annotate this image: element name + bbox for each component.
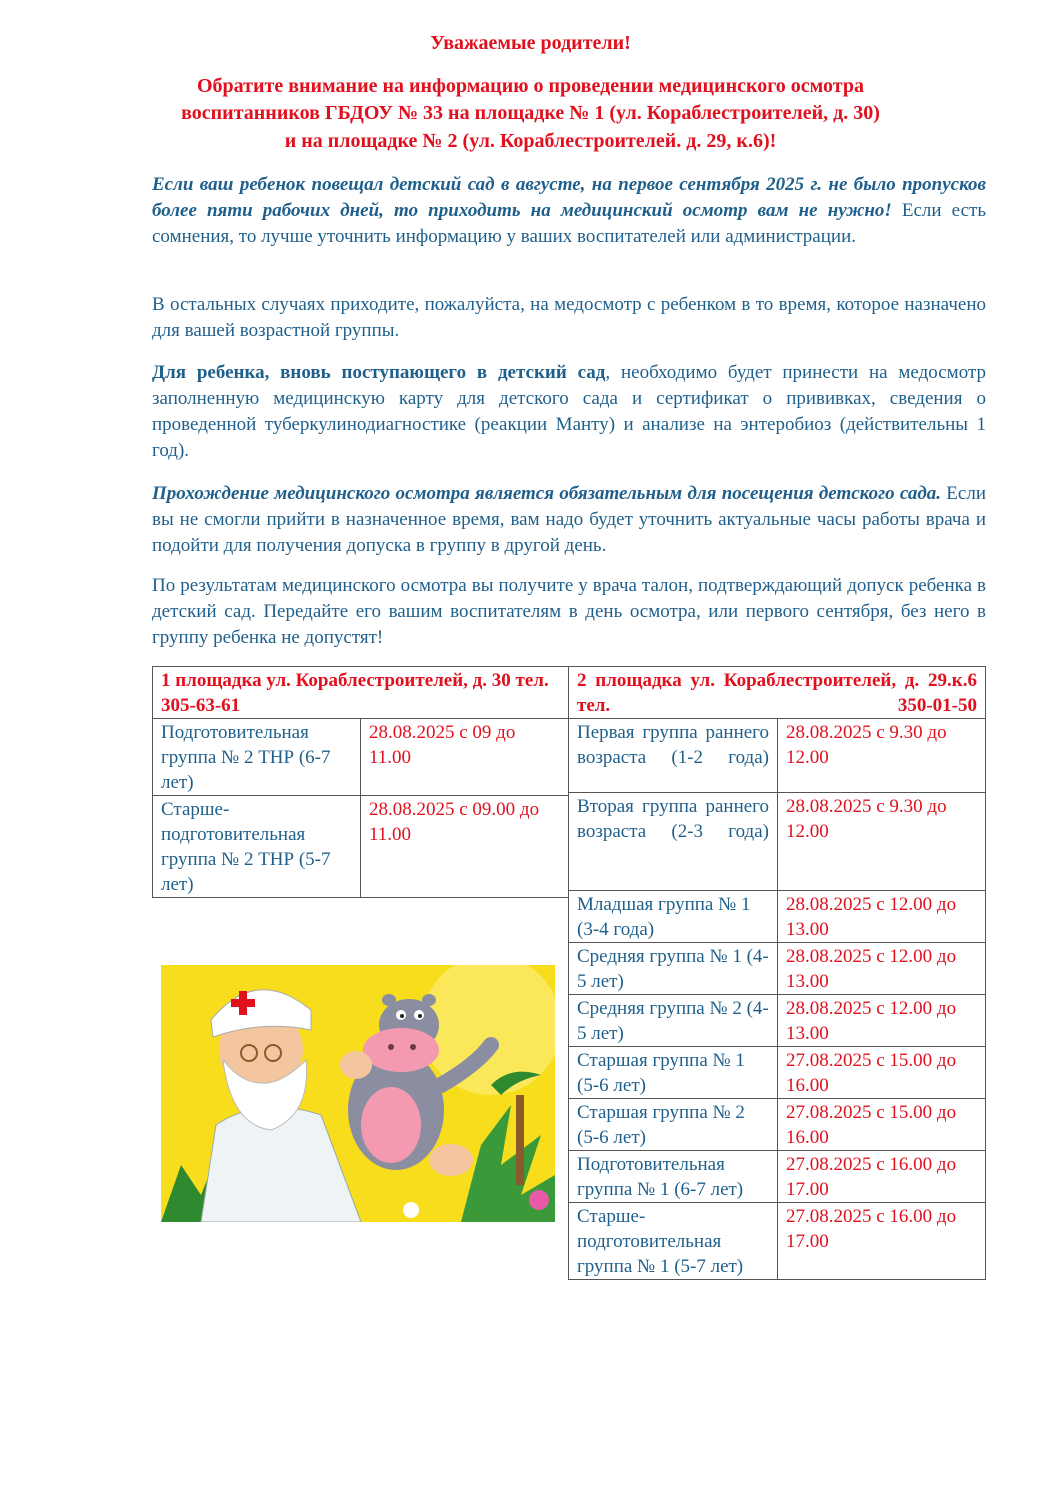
site-1-group-2: Старше-подготовительная группа № 2 ТНР (5-7 лет) [153,796,361,898]
heading-line-1: Обратите внимание на информацию о проведении медицинского осмотра [197,75,864,97]
paragraph-4-emphasis: Прохождение медицинского осмотра является обязательным для посещения детского сада. [152,483,942,504]
site-1-schedule-table [152,666,569,898]
paragraph-1-rest: Если есть сомнения, то лучше уточнить информацию у ваших воспитателей или администрации. [152,200,986,247]
paragraph-4 [152,481,986,559]
site-2-group-2: Вторая группа раннего возраста (2-3 года) [569,793,778,891]
paragraph-1-emphasis: Если ваш ребенок повещал детский сад в августе, на первое сентября 2025 г. не было пропусков более пяти рабочих дней, то приходить на медицинский осмотр вам не нужно! [152,174,986,221]
site-2-group-4: Средняя группа № 1 (4-5 лет) [569,943,778,995]
site-1-header: 1 площадка ул. Кораблестроителей, д. 30 тел. 305-63-61 [153,667,569,719]
site-2-group-7: Старшая группа № 2 (5-6 лет) [569,1099,778,1151]
site-2-schedule-table [568,666,986,1280]
site-1-time-2: 28.08.2025 с 09.00 до 11.00 [361,796,569,898]
paragraph-3-rest: , необходимо будет принести на медосмотр заполненную медицинскую карту для детского сада и сертификат о прививках, сведения о проведенной туберкулинодиагностике (реакции Манту) и анализе на энтеробиоз (действительны 1 год). [152,362,986,461]
site-1-group-1: Подготовительная группа № 2 ТНР (6-7 лет) [153,719,361,796]
paragraph-2: В остальных случаях приходите, пожалуйста, на медосмотр с ребенком в то время, которое назначено для вашей возрастной группы. [152,294,986,341]
site-2-time-6: 27.08.2025 с 15.00 до 16.00 [778,1047,986,1099]
site-2-group-9: Старше-подготовительная группа № 1 (5-7 лет) [569,1203,778,1280]
doctor-with-hippo-illustration [161,965,555,1222]
site-2-time-8: 27.08.2025 с 16.00 до 17.00 [778,1151,986,1203]
site-2-group-3: Младшая группа № 1 (3-4 года) [569,891,778,943]
paragraph-4-rest: Если вы не смогли прийти в назначенное время, вам надо будет уточнить актуальные часы работы врача и подойти для получения допуска в группу в другой день. [152,483,986,556]
site-2-group-1: Первая группа раннего возраста (1-2 года) [569,719,778,793]
paragraph-3-emphasis: Для ребенка, вновь поступающего в детский сад [152,362,606,383]
site-2-time-2: 28.08.2025 с 9.30 до 12.00 [778,793,986,891]
paragraph-3 [152,360,986,464]
site-2-time-3: 28.08.2025 с 12.00 до 13.00 [778,891,986,943]
site-2-time-4: 28.08.2025 с 12.00 до 13.00 [778,943,986,995]
site-2-time-7: 27.08.2025 с 15.00 до 16.00 [778,1099,986,1151]
site-2-group-8: Подготовительная группа № 1 (6-7 лет) [569,1151,778,1203]
site-2-group-6: Старшая группа № 1 (5-6 лет) [569,1047,778,1099]
heading-line-3: и на площадке № 2 (ул. Кораблестроителей. д. 29, к.6)! [284,130,777,152]
site-2-time-1: 28.08.2025 с 9.30 до 12.00 [778,719,986,793]
heading-line-2: воспитанников ГБДОУ № 33 на площадке № 1 (ул. Кораблестроителей, д. 30) [181,102,880,124]
paragraph-1 [152,172,986,250]
site-2-time-9: 27.08.2025 с 16.00 до 17.00 [778,1203,986,1280]
paragraph-5: По результатам медицинского осмотра вы получите у врача талон, подтверждающий допуск ребенка в детский сад. Передайте его вашим воспитателям в день осмотра, или первого сентября, без него в группу ребенка не допустят! [152,575,986,648]
site-2-header: 2 площадка ул. Кораблестроителей, д. 29.к.6 тел. 350-01-50 [569,667,986,719]
greeting-heading: Уважаемые родители! [430,32,631,54]
site-1-time-1: 28.08.2025 с 09 до 11.00 [361,719,569,796]
site-2-time-5: 28.08.2025 с 12.00 до 13.00 [778,995,986,1047]
site-2-group-5: Средняя группа № 2 (4-5 лет) [569,995,778,1047]
